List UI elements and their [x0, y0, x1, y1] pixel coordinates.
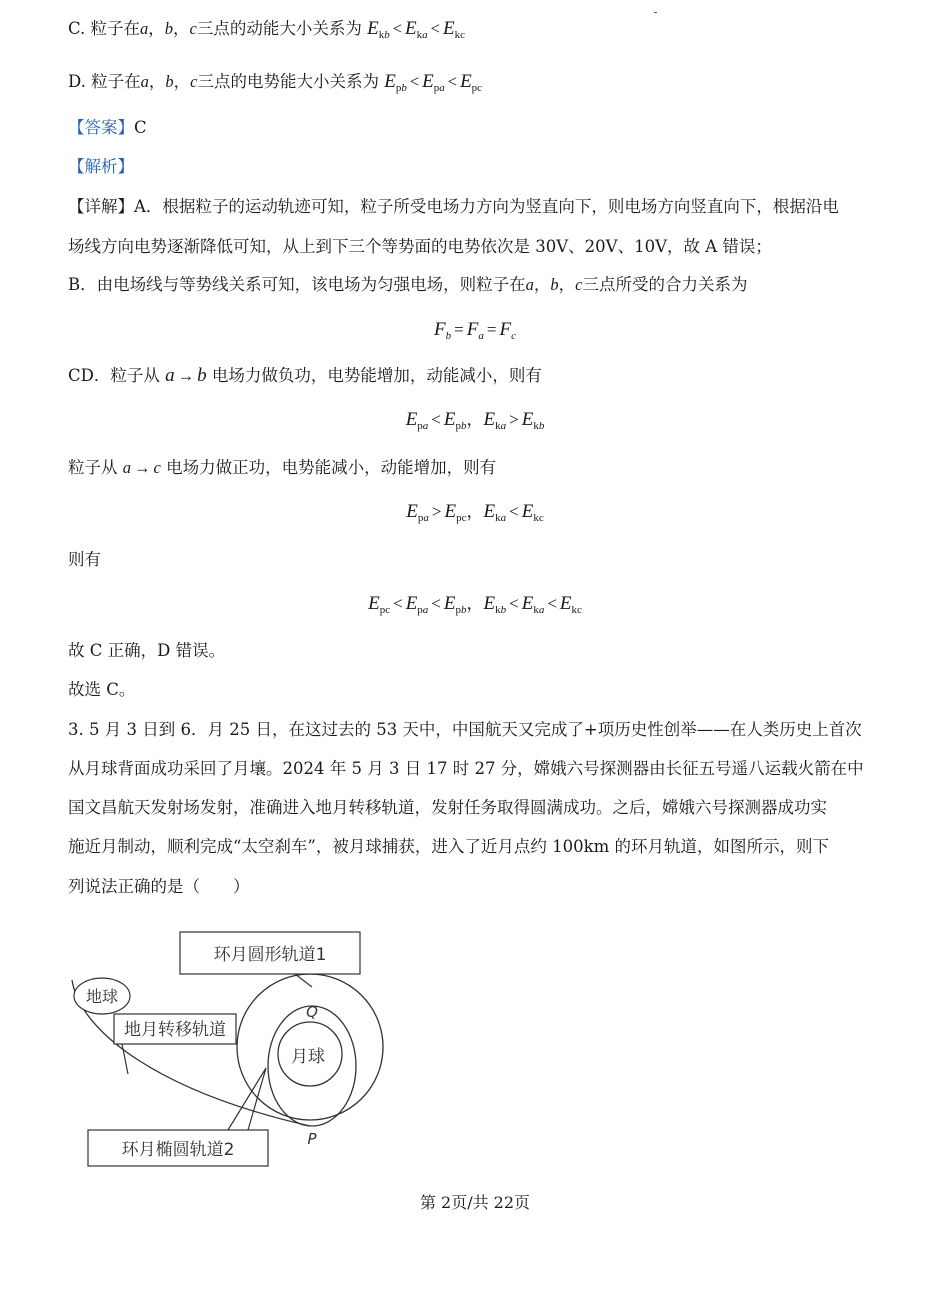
formula-force-equal: $F_b = F_a = F_c$ — [434, 319, 516, 342]
moon-label: 月球 — [291, 1047, 325, 1067]
q3-line-3: 国文昌航天发射场发射，准确进入地月转移轨道，发射任务取得圆满成功。之后，嫦娥六号探测器成功实 — [68, 798, 827, 817]
detail-conclusion: 故 C 正确，D 错误。 — [68, 641, 226, 660]
point-p-label: P — [307, 1130, 317, 1148]
detail-line-cd: CD．粒子从 a → b 电场力做负功，电势能增加，动能减小，则有 — [68, 365, 542, 386]
analysis-tag: 【解析】 — [68, 157, 134, 176]
q3-line-5: 列说法正确的是（ ） — [68, 877, 250, 896]
answer-value: C — [134, 118, 147, 137]
formula-ek-order: $E_{kb} < E_{ka} < E_{kc}$ — [367, 18, 465, 41]
ellipse-orbit-label: 环月椭圆轨道2 — [121, 1140, 235, 1160]
q3-line-1: 3. 5 月 3 日到 6．月 25 日，在这过去的 53 天中，中国航天又完成了+项历史性创举——在人类历史上首次 — [68, 720, 862, 739]
detail-line-b: B．由电场线与等势线关系可知，该电场为匀强电场，则粒子在a，b，c三点所受的合力关系为 — [68, 275, 748, 294]
circular-orbit-label: 环月圆形轨道1 — [213, 945, 327, 965]
q3-line-4: 施近月制动，顺利完成“太空刹车”，被月球捕获，进入了近月点约 100km 的环月轨道，如图所示，则下 — [68, 837, 829, 856]
formula-combined: $E_{pc} < E_{pa} < E_{pb}$，$E_{kb} < E_{ka} < E_{kc}$ — [368, 593, 582, 616]
detail-line-2: 场线方向电势逐渐降低可知，从上到下三个等势面的电势依次是 30V、20V、10V，故 A 错误； — [68, 237, 772, 256]
q3-line-2: 从月球背面成功采回了月壤。2024 年 5 月 3 日 17 时 27 分，嫦娥六号探测器由长征五号遥八运载火箭在中 — [68, 759, 864, 778]
option-c: C. 粒子在a，b，c三点的动能大小关系为 $E_{kb} < E_{ka} < E_{kc}$ — [68, 18, 465, 41]
formula-ep-order: $E_{pb} < E_{pa} < E_{pc}$ — [384, 71, 483, 94]
detail-choose: 故选 C。 — [68, 680, 136, 699]
detail-then: 则有 — [68, 550, 101, 569]
earth-label: 地球 — [85, 987, 119, 1006]
point-q-label: Q — [306, 1003, 318, 1021]
detail-line-ac: 粒子从 a → c 电场力做正功，电势能减小，动能增加，则有 — [68, 458, 497, 477]
ellipse-orbit-pointer — [228, 1068, 266, 1130]
page-footer: 第 2页/共 22页 — [419, 1193, 531, 1212]
formula-ac: $E_{pa} > E_{pc}$，$E_{ka} < E_{kc}$ — [406, 501, 544, 524]
orbit-diagram — [60, 922, 400, 1174]
scan-mark — [654, 12, 657, 13]
option-d: D. 粒子在a，b，c三点的电势能大小关系为 $E_{pb} < E_{pa} < E_{pc}$ — [68, 71, 483, 94]
answer-line — [68, 117, 147, 139]
transfer-orbit-label: 地月转移轨道 — [124, 1020, 226, 1040]
detail-line-1: 【详解】A．根据粒子的运动轨迹可知，粒子所受电场力方向为竖直向下，则电场方向竖直向下，根据沿电 — [68, 197, 839, 216]
circular-orbit-pointer — [295, 974, 312, 987]
formula-ab: $E_{pa} < E_{pb}$，$E_{ka} > E_{kb}$ — [405, 409, 545, 432]
analysis-line — [68, 156, 134, 178]
answer-tag: 【答案】 — [68, 118, 134, 137]
transfer-orbit-pointer — [122, 1044, 128, 1074]
